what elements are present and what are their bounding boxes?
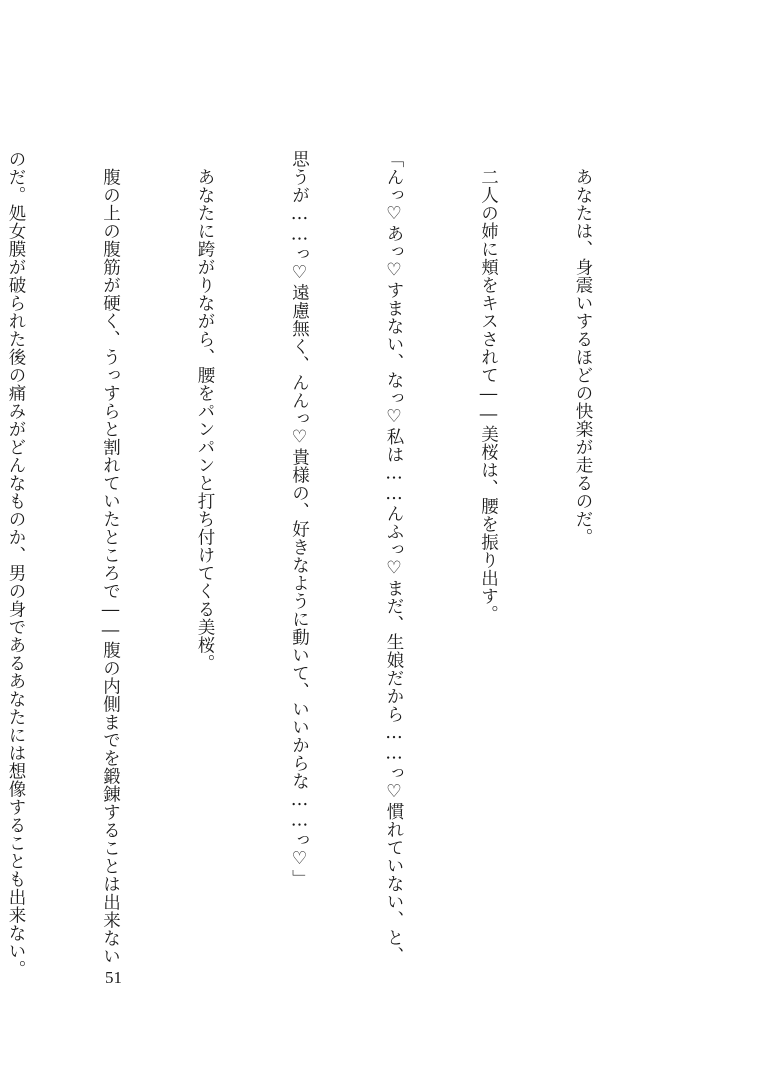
text-line: のだ。処女膜が破られた後の痛みがどんなものか、男の身であるあなたには想像することも出来ない。 <box>6 150 26 978</box>
text-line: 腹の上の腹筋が硬く、うっすらと割れていたところで――腹の内側までを鍛錬することは出来ない <box>100 150 121 965</box>
text-line: あなたは、身震いするほどの快楽が走るのだ。 <box>573 150 593 546</box>
page-number: 51 <box>105 968 122 987</box>
text-line: 「んっ♡あっ♡すまない、なっ♡私は……んふっ♡まだ、生娘だから……っ♡慣れていない、と、 <box>384 150 404 965</box>
text-line: 思うが……っ♡遠慮無く、んんっ♡貴様の、好きなように動いて、いいからな……っ♡」 <box>289 150 310 888</box>
text-line: 二人の姉に頬をキスされて――美桜は、腰を振り出す。 <box>478 150 499 623</box>
text-line: あなたに跨がりながら、腰をパンパンと打ち付けてくる美桜。 <box>195 150 215 672</box>
